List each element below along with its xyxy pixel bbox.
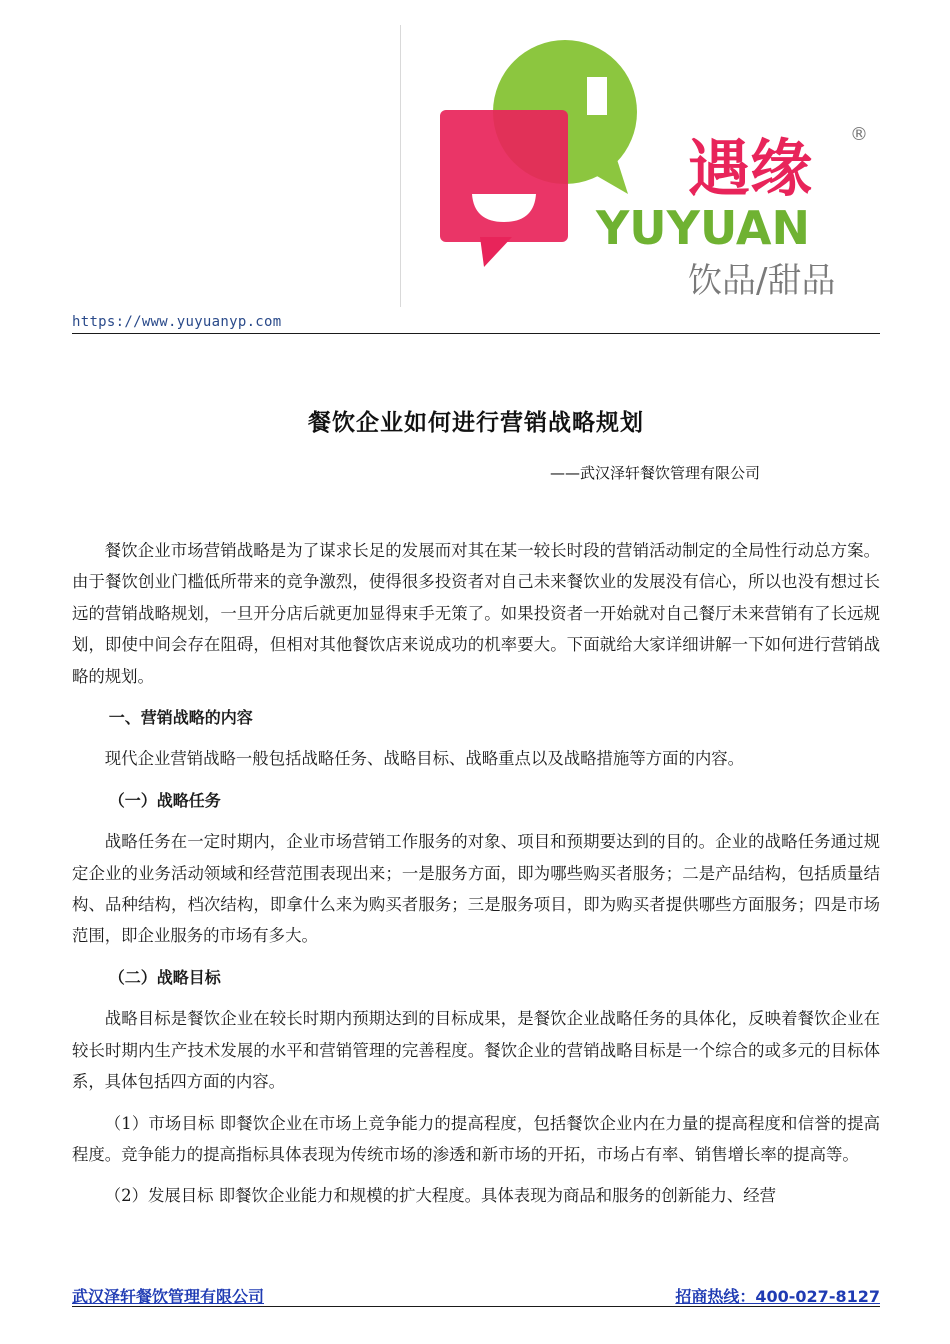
page-footer <box>72 1284 880 1307</box>
footer-hotline: 招商热线：400-027-8127 <box>675 1287 880 1306</box>
document-subtitle: ——武汉泽轩餐饮管理有限公司 <box>550 464 761 482</box>
logo-tagline: 饮品/甜品 <box>688 261 836 301</box>
section-heading-1: 一、营销战略的内容 <box>108 708 253 728</box>
yuyuan-logo <box>400 22 880 312</box>
pink-bubble-icon <box>440 110 568 267</box>
subsection-1-paragraph: 战略任务在一定时期内，企业市场营销工作服务的对象、项目和预期要达到的目的。企业的战略任务通过规定企业的业务活动领域和经营范围表现出来；一是服务方面，即为哪些购买者服务；二是产品结构，包括质量结构、品种结构，档次结构，即拿什么来为购买者服务；三是服务项目，即为购买者提供哪些方面服务；四是市场范围，即企业服务的市场有多大。 <box>72 832 880 946</box>
header-divider <box>72 333 880 334</box>
section-1-paragraph: 现代企业营销战略一般包括战略任务、战略目标、战略重点以及战略措施等方面的内容。 <box>104 749 745 769</box>
intro-paragraph: 餐饮企业市场营销战略是为了谋求长足的发展而对其在某一较长时段的营销活动制定的全局性行动总方案。由于餐饮创业门槛低所带来的竞争激烈，使得很多投资者对自己未来餐饮业的发展没有信心，所以也没有想过长远的营销战略规划，一旦开分店后就更加显得束手无策了。如果投资者一开始就对自己餐厅未来营销有了长远规划，即使中间会存在阻碍，但相对其他餐饮店来说成功的机率要大。下面就给大家详细讲解一下如何进行营销战略的规划。 <box>72 541 880 686</box>
subsection-2-paragraph: 战略目标是餐饮企业在较长时期内预期达到的目标成果，是餐饮企业战略任务的具体化，反映着餐饮企业在较长时期内生产技术发展的水平和营销管理的完善程度。餐饮企业的营销战略目标是一个综合的或多元的目标体系，具体包括四方面的内容。 <box>72 1009 880 1092</box>
subsection-heading-2: （二）战略目标 <box>108 967 221 987</box>
list-item-development-goal: （2）发展目标 即餐饮企业能力和规模的扩大程度。具体表现为商品和服务的创新能力、经营 <box>104 1186 777 1206</box>
list-item-market-goal: （1）市场目标 即餐饮企业在市场上竞争能力的提高程度，包括餐饮企业内在力量的提高程度和信誉的提高程度。竞争能力的提高指标具体表现为传统市场的渗透和新市场的开拓，市场占有率、销售增长率的提高等。 <box>72 1113 880 1164</box>
footer-company-name: 武汉泽轩餐饮管理有限公司 <box>72 1287 265 1306</box>
logo-registered-mark: ® <box>850 124 868 145</box>
logo-cn-name: 遇缘 <box>688 132 813 205</box>
document-body <box>72 535 880 1212</box>
document-title: 餐饮企业如何进行营销战略规划 <box>308 410 644 436</box>
header-url-link[interactable]: https://www.yuyuanyp.com <box>72 314 282 330</box>
logo-en-name: YUYUAN <box>596 201 811 255</box>
subsection-heading-1: （一）战略任务 <box>108 790 221 810</box>
